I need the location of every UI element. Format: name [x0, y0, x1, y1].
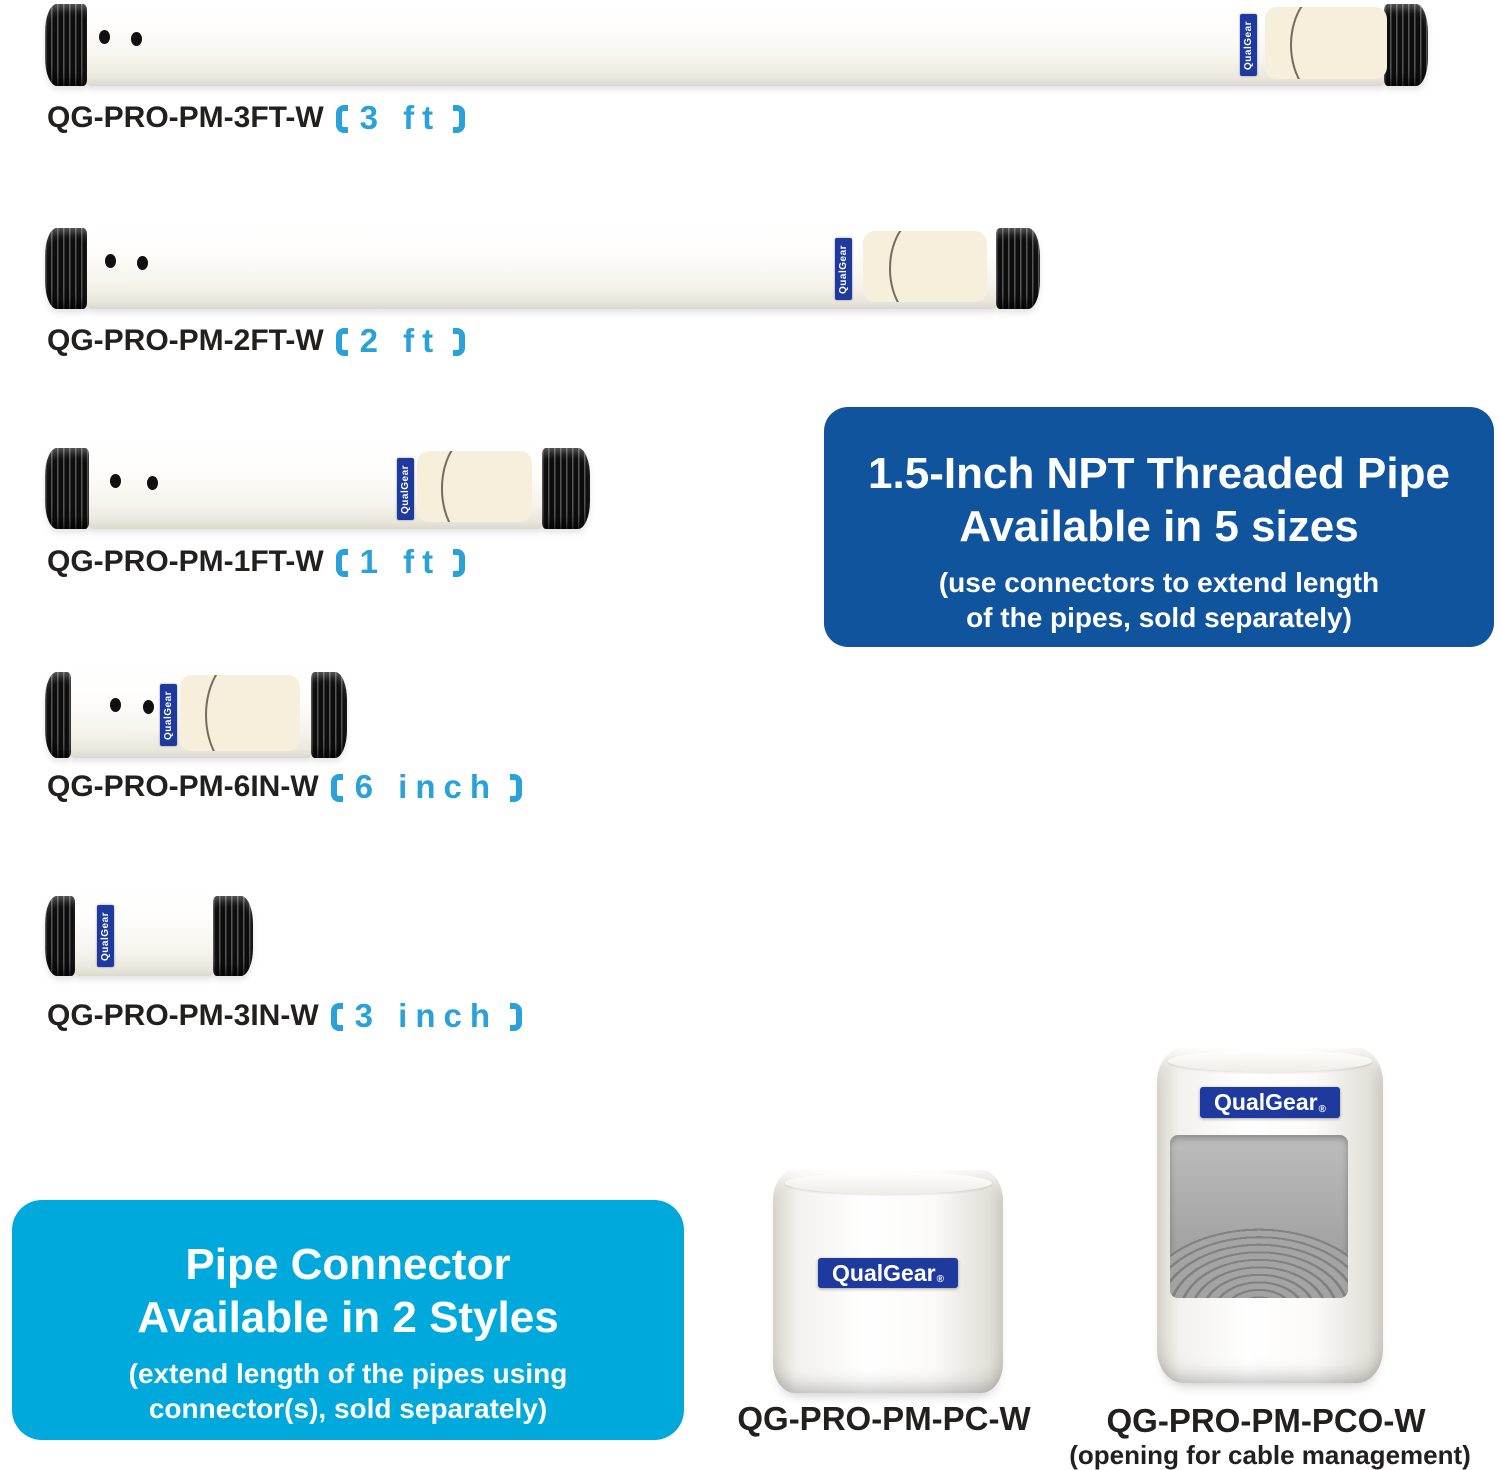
callout-note: (extend length of the pipes using [128, 1358, 568, 1389]
cable-opening-outline [1290, 7, 1372, 79]
callout-note: connector(s), sold separately) [148, 1393, 548, 1424]
pipe-body [87, 228, 996, 309]
callout-title: Available in 5 sizes [959, 502, 1359, 551]
qualgear-side-logo: QualGear [160, 684, 177, 746]
pipe-label-1ft [47, 543, 465, 581]
bracket-left [331, 1003, 343, 1031]
thread-end-right [311, 672, 347, 758]
pipe-body [75, 896, 213, 976]
pipe-photo-1ft [45, 448, 590, 529]
pipe-label-3in [47, 997, 522, 1035]
connector-info-callout [12, 1200, 684, 1440]
callout-title: 1.5-Inch NPT Threaded Pipe [868, 449, 1450, 498]
bracket-right [510, 1003, 522, 1031]
bracket-right [453, 549, 465, 577]
connector-note-pco: (opening for cable management) [1069, 1440, 1471, 1470]
mounting-hole [110, 474, 121, 488]
qualgear-logo [1200, 1087, 1340, 1118]
pipe-photo-2ft [45, 228, 1040, 309]
model-number: QG-PRO-PM-3FT-W [47, 101, 324, 134]
cable-opening-outline [205, 675, 286, 751]
qualgear-logo [818, 1258, 958, 1288]
mounting-hole [131, 32, 142, 46]
size-label: 3 ft [336, 99, 466, 137]
pipe-photo-3ft [45, 4, 1428, 86]
pipe-body [87, 4, 1384, 86]
qualgear-side-logo: QualGear [397, 458, 414, 520]
mounting-hole [110, 698, 121, 712]
qualgear-side-logo: QualGear [97, 905, 114, 967]
pipe-info-callout [824, 407, 1494, 647]
mounting-hole [99, 30, 110, 44]
connector-label-pco: QG-PRO-PM-PCO-W [1106, 1402, 1426, 1439]
cable-access-panel [417, 451, 532, 522]
callout-title: Available in 2 Styles [137, 1293, 559, 1342]
connector-photo-pc [773, 1170, 1003, 1393]
mounting-hole [137, 256, 148, 270]
bracket-right [453, 105, 465, 133]
registered-mark: ® [1318, 1104, 1326, 1115]
connector-label-pc: QG-PRO-PM-PC-W [737, 1400, 1031, 1437]
pipe-body [89, 448, 542, 529]
model-number: QG-PRO-PM-2FT-W [47, 324, 324, 357]
model-number: QG-PRO-PM-6IN-W [47, 770, 319, 803]
thread-end-left [45, 4, 87, 86]
size-label: 1 ft [336, 543, 466, 581]
bracket-left [336, 328, 348, 356]
cable-access-panel [1265, 7, 1387, 79]
thread-end-right [213, 896, 253, 976]
pipe-body [71, 672, 311, 758]
mounting-hole [105, 254, 116, 268]
model-number: QG-PRO-PM-3IN-W [47, 999, 319, 1032]
registered-mark: ® [936, 1274, 944, 1285]
bracket-left [331, 774, 343, 802]
cable-access-panel [180, 675, 300, 751]
pipe-photo-6in [45, 672, 347, 758]
pipe-label-3ft [47, 99, 465, 137]
callout-note: (use connectors to extend length [938, 567, 1380, 598]
size-label: 3 inch [331, 997, 522, 1035]
bracket-right [453, 328, 465, 356]
connector-photo-pco [1157, 1048, 1383, 1383]
bracket-right [510, 774, 522, 802]
thread-end-right [542, 448, 590, 529]
thread-end-left [45, 448, 89, 529]
callout-note: of the pipes, sold separately) [966, 602, 1352, 633]
mounting-hole [143, 700, 154, 714]
pipe-photo-3in [45, 896, 253, 976]
thread-end-right [996, 228, 1040, 309]
pipe-label-2ft [47, 322, 465, 360]
thread-end-right [1384, 4, 1428, 86]
thread-end-left [45, 228, 87, 309]
thread-end-left [45, 896, 75, 976]
pipe-label-6in [47, 768, 522, 806]
model-number: QG-PRO-PM-1FT-W [47, 545, 324, 578]
bracket-left [336, 549, 348, 577]
qualgear-side-logo: QualGear [1240, 14, 1257, 76]
cable-opening-outline [889, 231, 972, 302]
size-label: 6 inch [331, 768, 522, 806]
callout-title: Pipe Connector [185, 1240, 511, 1289]
cable-access-panel [863, 231, 987, 302]
size-label: 2 ft [336, 322, 466, 360]
cable-management-window [1170, 1135, 1348, 1298]
qualgear-logo-text: QualGear [832, 1259, 936, 1286]
mounting-hole [147, 476, 158, 490]
qualgear-logo-text: QualGear [1214, 1089, 1318, 1115]
bracket-left [336, 105, 348, 133]
cable-opening-outline [441, 451, 519, 522]
thread-end-left [45, 672, 71, 758]
qualgear-side-logo: QualGear [835, 238, 852, 300]
